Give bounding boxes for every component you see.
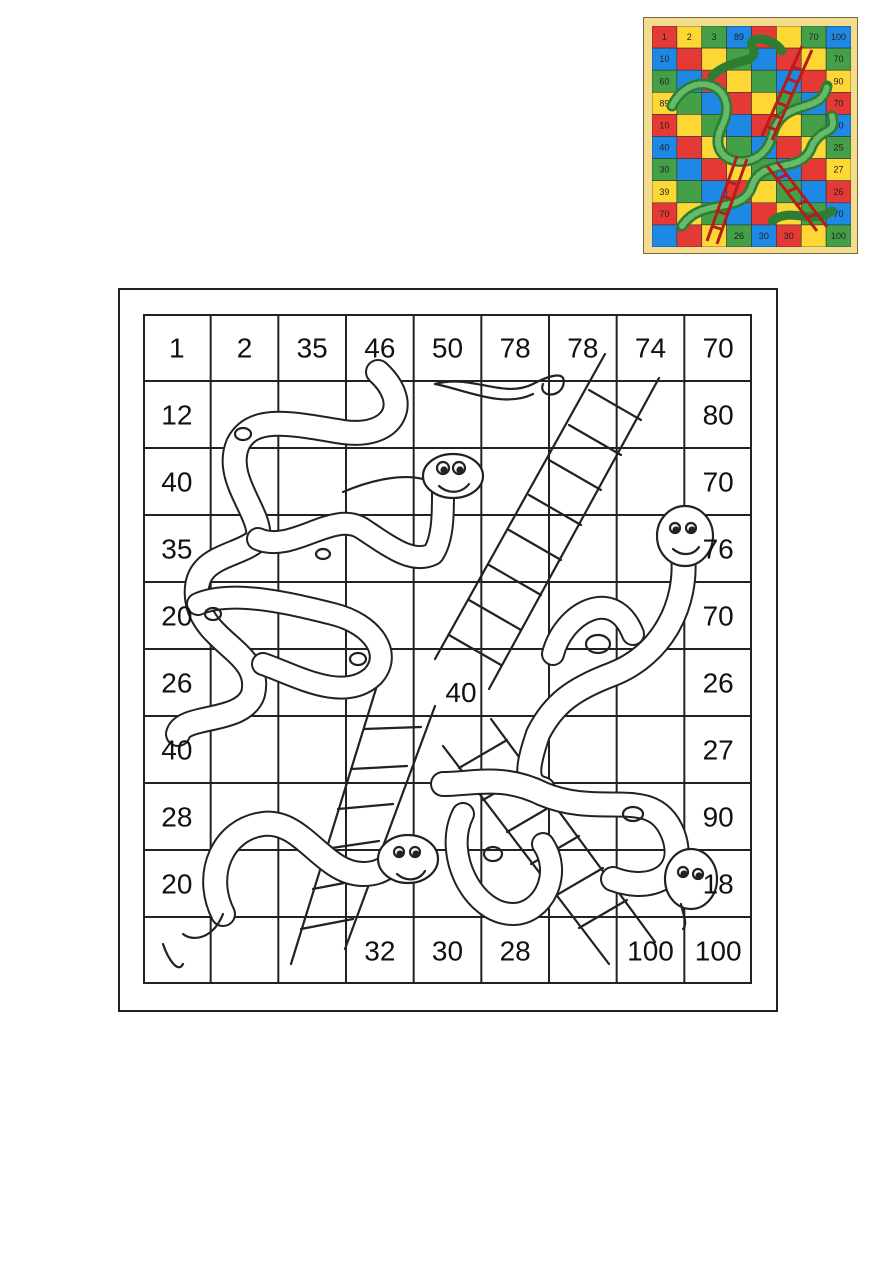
cell-number: 74 xyxy=(634,332,667,364)
preview-cell-number: 89 xyxy=(734,32,745,43)
cell-number: 80 xyxy=(702,399,734,431)
cell-number: 20 xyxy=(161,868,193,900)
cell-number: 35 xyxy=(161,533,193,565)
preview-cell xyxy=(677,181,702,203)
cell-number: 78 xyxy=(499,332,531,364)
preview-cell-number: 89 xyxy=(659,98,670,109)
board-svg xyxy=(143,314,752,984)
preview-cell xyxy=(727,70,752,92)
preview-cell xyxy=(752,70,777,92)
cell-number: 35 xyxy=(296,332,328,364)
preview-cell-number: 10 xyxy=(659,54,670,65)
cell-number: 28 xyxy=(499,935,531,967)
cell-number: 30 xyxy=(431,935,464,967)
cell-number: 26 xyxy=(161,667,193,699)
preview-cell xyxy=(677,48,702,70)
preview-cell xyxy=(702,159,727,181)
preview-cell-number: 10 xyxy=(659,120,670,131)
preview-cell-number: 25 xyxy=(833,142,844,153)
cell-number: 78 xyxy=(567,332,599,364)
preview-cell-number: 2 xyxy=(686,32,692,43)
preview-cell-number: 70 xyxy=(659,208,670,219)
cell-number: 76 xyxy=(702,533,734,565)
preview-cell-number: 1 xyxy=(661,32,667,43)
cell-number: 32 xyxy=(364,935,396,967)
snakes-and-ladders-board xyxy=(143,314,752,989)
snake-icon xyxy=(435,376,564,400)
cell-number: 70 xyxy=(702,466,734,498)
preview-cell xyxy=(677,137,702,159)
cell-number: 100 xyxy=(694,935,742,967)
preview-cell-number: 27 xyxy=(833,164,844,175)
snake-icon xyxy=(178,372,483,734)
preview-cell-number: 10 xyxy=(833,120,844,131)
cell-number: 1 xyxy=(169,332,185,364)
cell-number: 12 xyxy=(161,399,193,431)
cell-number: 26 xyxy=(702,667,734,699)
cell-number: 40 xyxy=(445,677,477,708)
preview-cell-number: 3 xyxy=(711,32,717,43)
cell-number: 40 xyxy=(161,734,193,766)
preview-cell-number: 30 xyxy=(783,230,794,241)
preview-cell xyxy=(677,114,702,136)
preview-cell-number: 30 xyxy=(659,164,670,175)
preview-cell-number: 70 xyxy=(833,208,844,219)
cell-number: 46 xyxy=(364,332,396,364)
cell-number: 18 xyxy=(702,868,734,900)
snake-icon xyxy=(443,782,717,930)
cell-number: 100 xyxy=(627,935,674,967)
cell-number: 50 xyxy=(431,332,464,364)
cell-number: 40 xyxy=(161,466,193,498)
cell-number: 20 xyxy=(161,600,193,632)
preview-cell-number: 60 xyxy=(659,76,670,87)
cell-number: 27 xyxy=(702,734,734,766)
preview-cell-number: 100 xyxy=(831,230,847,241)
preview-cell xyxy=(677,159,702,181)
snake-icon xyxy=(163,824,438,968)
snake-icon xyxy=(529,506,713,789)
preview-cell-number: 90 xyxy=(833,76,844,87)
preview-cell-number: 26 xyxy=(734,230,745,241)
preview-cell xyxy=(776,137,801,159)
preview-cell-number: 100 xyxy=(831,32,847,43)
colored-board-image xyxy=(652,26,851,247)
cell-number: 2 xyxy=(236,332,253,364)
preview-cell-number: 70 xyxy=(808,32,819,43)
preview-cell-number: 70 xyxy=(833,98,844,109)
preview-cell-number: 40 xyxy=(659,142,670,153)
cell-number: 90 xyxy=(702,801,734,833)
colored-board-preview xyxy=(643,17,858,254)
cell-number: 70 xyxy=(702,600,734,632)
preview-cell-number: 30 xyxy=(758,230,769,241)
preview-cell-number: 70 xyxy=(833,54,844,65)
cell-number: 28 xyxy=(161,801,193,833)
preview-cell-number: 26 xyxy=(833,186,844,197)
cell-number: 70 xyxy=(702,332,734,364)
preview-cell xyxy=(652,225,677,247)
preview-cell-number: 39 xyxy=(659,186,670,197)
